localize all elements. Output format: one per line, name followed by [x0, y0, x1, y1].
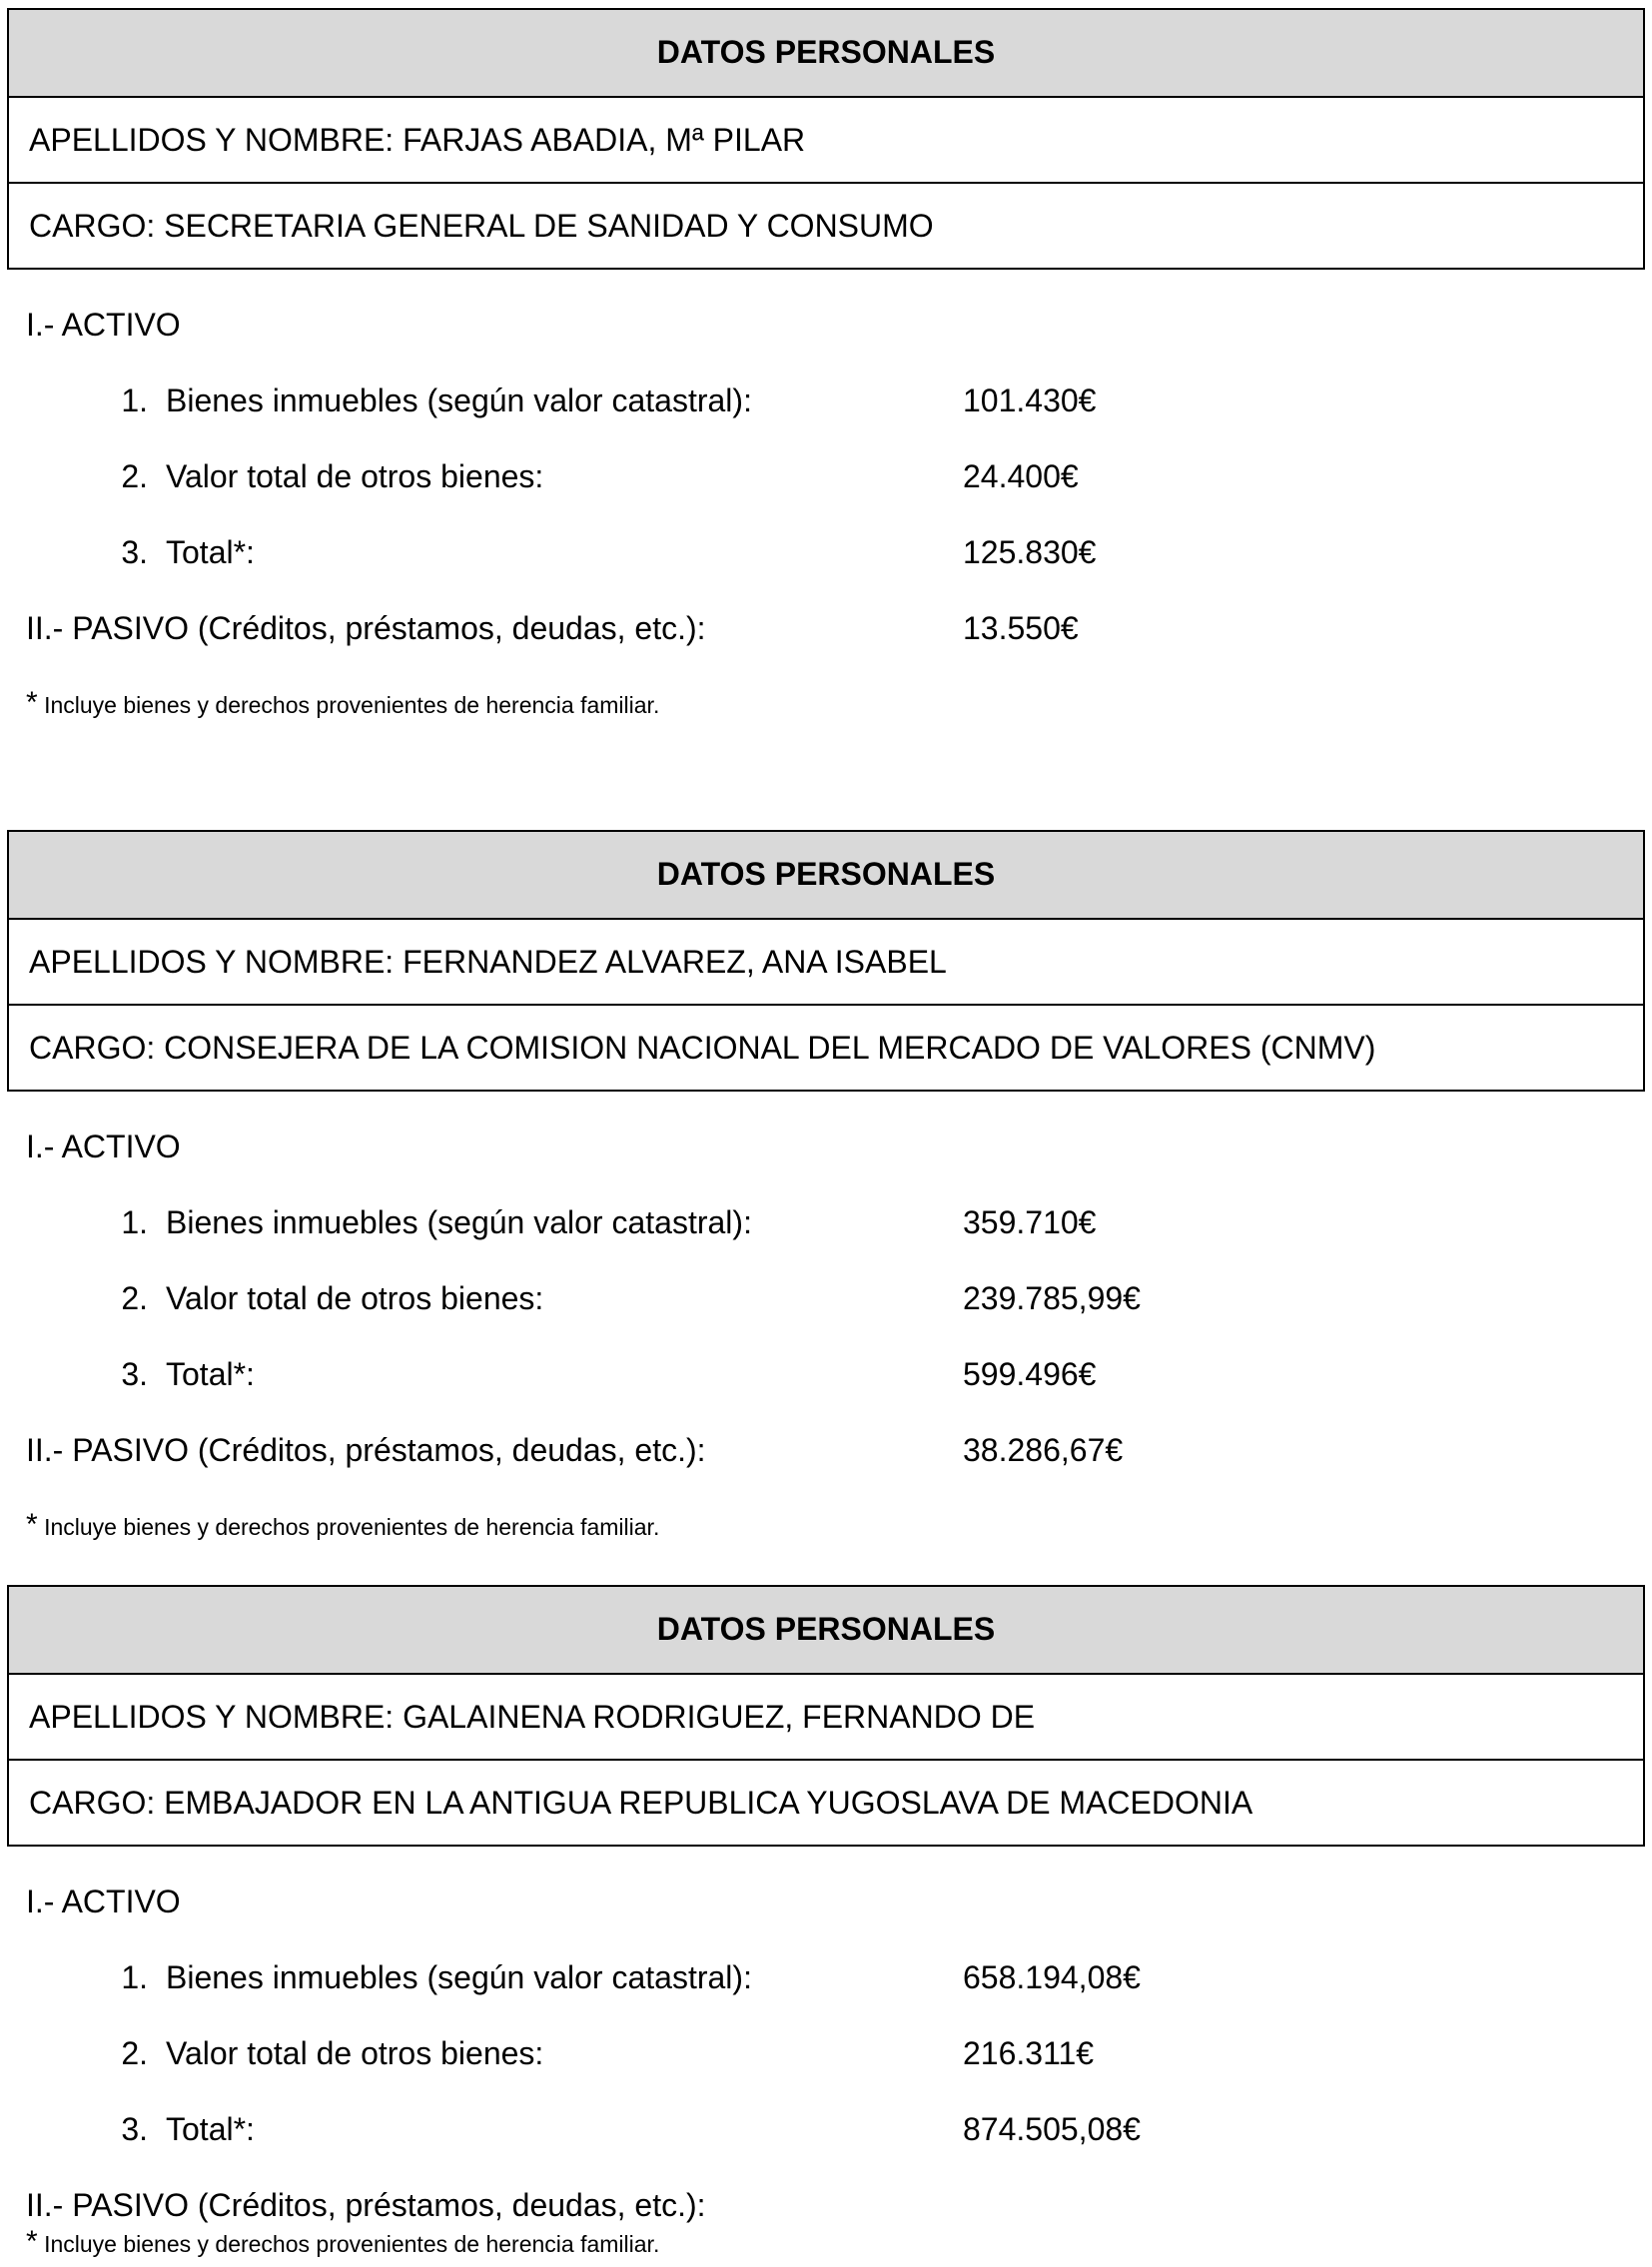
- footnote: [26, 1508, 660, 1542]
- item-value: 599.496€: [963, 1356, 1097, 1392]
- item-label: Valor total de otros bienes:: [166, 458, 544, 494]
- item-number: 3.: [121, 2111, 148, 2147]
- footnote-text: Incluye bienes y derechos provenientes de herencia familiar.: [44, 692, 660, 718]
- datos-personales-table: [7, 1585, 1645, 1847]
- item-number: 1.: [121, 1204, 148, 1240]
- item-value: 658.194,08€: [963, 1959, 1141, 1995]
- activo-heading: I.- ACTIVO: [26, 307, 181, 343]
- datos-personales-table: [7, 830, 1645, 1092]
- item-number: 2.: [121, 458, 148, 494]
- item-value: 24.400€: [963, 458, 1079, 494]
- item-label: Bienes inmuebles (según valor catastral):: [166, 382, 752, 418]
- footnote: [26, 2225, 660, 2259]
- footnote-star: *: [26, 1508, 38, 1541]
- activo-heading: I.- ACTIVO: [26, 1129, 181, 1164]
- table-header: DATOS PERSONALES: [9, 10, 1643, 96]
- item-label: Total*:: [166, 2111, 255, 2147]
- item-number: 1.: [121, 382, 148, 418]
- footnote-text: Incluye bienes y derechos provenientes de herencia familiar.: [44, 1514, 660, 1540]
- apellidos-nombre: APELLIDOS Y NOMBRE: GALAINENA RODRIGUEZ, FERNANDO DE: [9, 1673, 1643, 1759]
- cargo: CARGO: CONSEJERA DE LA COMISION NACIONAL DEL MERCADO DE VALORES (CNMV): [9, 1004, 1643, 1090]
- pasivo-value: 13.550€: [963, 610, 1079, 646]
- item-number: 3.: [121, 534, 148, 570]
- item-label: Valor total de otros bienes:: [166, 2035, 544, 2071]
- item-number: 1.: [121, 1959, 148, 1995]
- footnote-text: Incluye bienes y derechos provenientes de herencia familiar.: [44, 2231, 660, 2257]
- item-value: 125.830€: [963, 534, 1097, 570]
- pasivo-label: II.- PASIVO (Créditos, préstamos, deudas, etc.):: [26, 610, 706, 646]
- footnote-star: *: [26, 2225, 38, 2258]
- item-value: 101.430€: [963, 382, 1097, 418]
- item-label: Bienes inmuebles (según valor catastral):: [166, 1959, 752, 1995]
- footnote-star: *: [26, 686, 38, 719]
- pasivo-label: II.- PASIVO (Créditos, préstamos, deudas, etc.):: [26, 1432, 706, 1468]
- item-value: 359.710€: [963, 1204, 1097, 1240]
- activo-heading: I.- ACTIVO: [26, 1884, 181, 1919]
- item-value: 874.505,08€: [963, 2111, 1141, 2147]
- table-header: DATOS PERSONALES: [9, 832, 1643, 918]
- pasivo-value: 38.286,67€: [963, 1432, 1124, 1468]
- cargo: CARGO: SECRETARIA GENERAL DE SANIDAD Y CONSUMO: [9, 182, 1643, 268]
- item-label: Bienes inmuebles (según valor catastral):: [166, 1204, 752, 1240]
- apellidos-nombre: APELLIDOS Y NOMBRE: FERNANDEZ ALVAREZ, ANA ISABEL: [9, 918, 1643, 1004]
- table-header: DATOS PERSONALES: [9, 1587, 1643, 1673]
- footnote: [26, 686, 660, 720]
- item-number: 2.: [121, 1280, 148, 1316]
- item-label: Total*:: [166, 1356, 255, 1392]
- item-number: 3.: [121, 1356, 148, 1392]
- item-label: Valor total de otros bienes:: [166, 1280, 544, 1316]
- pasivo-label: II.- PASIVO (Créditos, préstamos, deudas, etc.):: [26, 2187, 706, 2223]
- datos-personales-table: [7, 8, 1645, 270]
- apellidos-nombre: APELLIDOS Y NOMBRE: FARJAS ABADIA, Mª PILAR: [9, 96, 1643, 182]
- item-label: Total*:: [166, 534, 255, 570]
- cargo: CARGO: EMBAJADOR EN LA ANTIGUA REPUBLICA YUGOSLAVA DE MACEDONIA: [9, 1759, 1643, 1845]
- item-value: 216.311€: [963, 2035, 1095, 2071]
- item-number: 2.: [121, 2035, 148, 2071]
- item-value: 239.785,99€: [963, 1280, 1141, 1316]
